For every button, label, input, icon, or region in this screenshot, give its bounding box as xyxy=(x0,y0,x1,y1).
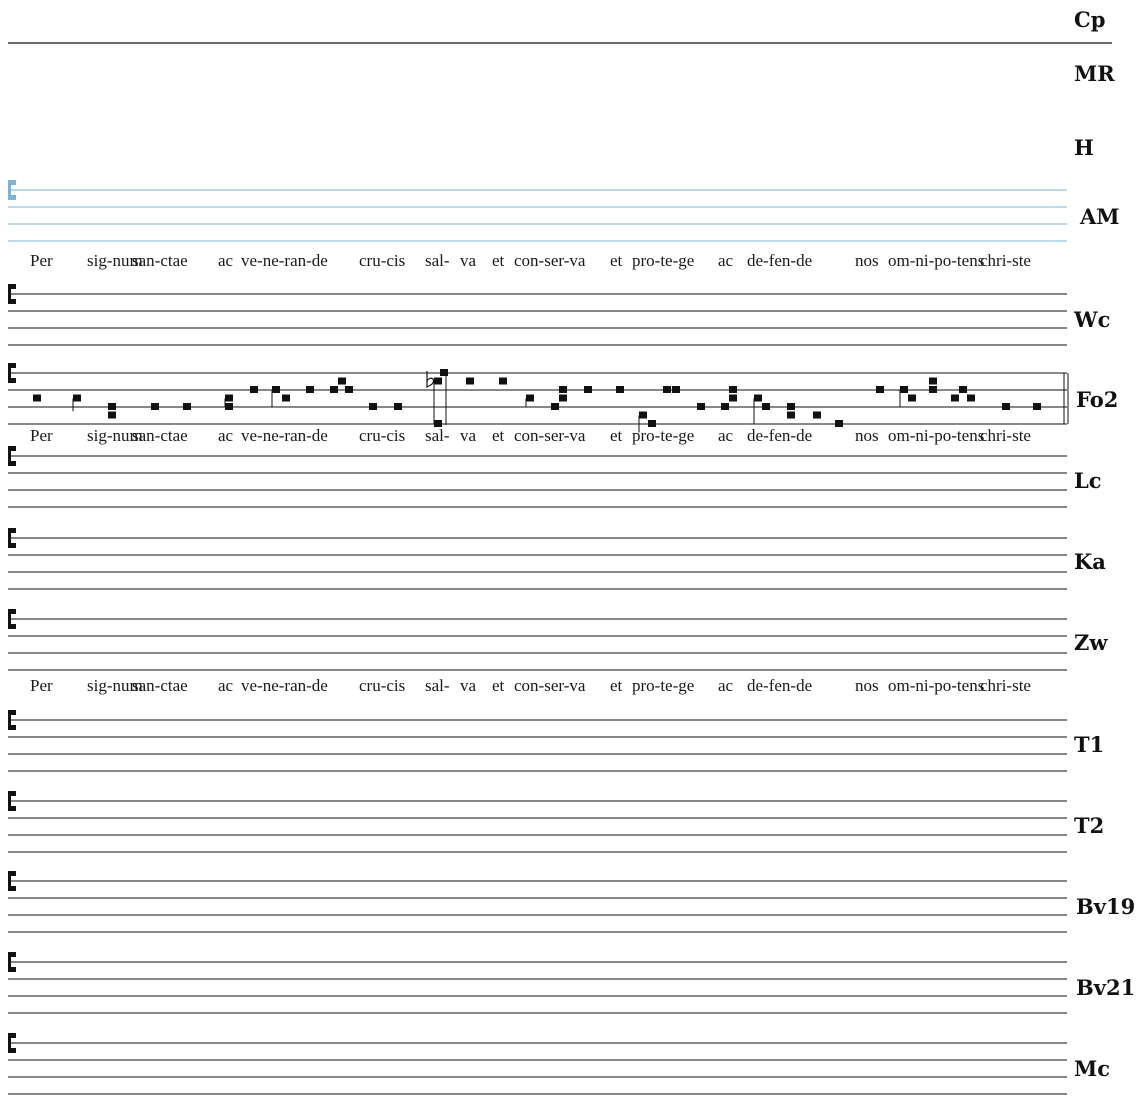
neume-note xyxy=(73,395,81,402)
syllable: san-ctae xyxy=(132,426,188,445)
neume-note xyxy=(225,395,233,402)
source-row-mc[interactable] xyxy=(8,1033,1110,1094)
neume-note xyxy=(151,403,159,410)
neume-note xyxy=(762,403,770,410)
neume-note xyxy=(663,386,671,393)
siglum-label: Cp xyxy=(1074,7,1106,32)
syllable: et xyxy=(610,426,623,445)
neume-note xyxy=(900,386,908,393)
syllable: ac xyxy=(218,426,234,445)
neume-notation xyxy=(33,369,1068,433)
syllable: ac xyxy=(218,676,234,695)
neume-note xyxy=(729,386,737,393)
source-row-t1[interactable] xyxy=(8,676,1104,771)
siglum-label: T1 xyxy=(1074,732,1105,757)
lyrics-line xyxy=(30,676,1031,695)
neume-note xyxy=(225,403,233,410)
syllable: et xyxy=(492,251,505,270)
syllable: pro-te-ge xyxy=(632,676,695,695)
neume-note xyxy=(330,386,338,393)
syllable: de-fen-de xyxy=(747,676,813,695)
syllable: de-fen-de xyxy=(747,251,813,270)
syllable: om-ni-po-tens xyxy=(888,426,985,445)
source-row-am[interactable] xyxy=(8,180,1120,241)
neume-note xyxy=(499,378,507,385)
neume-note xyxy=(440,369,448,376)
source-row-ka[interactable] xyxy=(8,528,1106,589)
siglum-label: Mc xyxy=(1074,1056,1111,1081)
syllable: Per xyxy=(30,676,53,695)
neume-note xyxy=(959,386,967,393)
neume-note xyxy=(672,386,680,393)
syllable: ve-ne-ran-de xyxy=(241,426,328,445)
lyrics-line xyxy=(30,251,1031,270)
neume-note xyxy=(108,403,116,410)
syllable: et xyxy=(492,426,505,445)
syllable: sig-num xyxy=(87,676,143,695)
syllable: con-ser-va xyxy=(514,676,586,695)
neume-note xyxy=(108,412,116,419)
neume-note xyxy=(282,395,290,402)
syllable: om-ni-po-tens xyxy=(888,251,985,270)
syllable: nos xyxy=(855,676,879,695)
neume-note xyxy=(183,403,191,410)
siglum-label: T2 xyxy=(1074,813,1105,838)
syllable: cru-cis xyxy=(359,251,406,270)
syllable: ve-ne-ran-de xyxy=(241,676,328,695)
neume-note xyxy=(272,386,280,393)
syllable: de-fen-de xyxy=(747,426,813,445)
syllable: san-ctae xyxy=(132,251,188,270)
neume-note xyxy=(559,386,567,393)
neume-note xyxy=(639,412,647,419)
source-row-bv21[interactable] xyxy=(8,952,1135,1013)
syllable: ac xyxy=(718,676,734,695)
siglum-label: Ka xyxy=(1074,549,1106,574)
syllable: san-ctae xyxy=(132,676,188,695)
neume-note xyxy=(908,395,916,402)
neume-note xyxy=(306,386,314,393)
neume-note xyxy=(551,403,559,410)
source-row-wc[interactable] xyxy=(8,251,1110,345)
neume-note xyxy=(1002,403,1010,410)
neume-note xyxy=(876,386,884,393)
neume-note xyxy=(584,386,592,393)
syllable: pro-te-ge xyxy=(632,426,695,445)
source-row-fo2[interactable] xyxy=(8,363,1118,433)
siglum-label: Wc xyxy=(1074,307,1111,332)
neume-note xyxy=(559,395,567,402)
neume-note xyxy=(33,395,41,402)
syllable: ac xyxy=(218,251,234,270)
neume-note xyxy=(526,395,534,402)
neume-note xyxy=(813,412,821,419)
neume-note xyxy=(466,378,474,385)
lyrics-line xyxy=(30,426,1031,445)
syllable: et xyxy=(492,676,505,695)
syllable: cru-cis xyxy=(359,426,406,445)
neume-note xyxy=(616,386,624,393)
source-row-lc[interactable] xyxy=(8,426,1102,507)
neume-note xyxy=(929,386,937,393)
neume-note xyxy=(754,395,762,402)
syllable: chri-ste xyxy=(980,676,1031,695)
syllable: chri-ste xyxy=(980,251,1031,270)
neume-note xyxy=(967,395,975,402)
neume-note xyxy=(835,420,843,427)
syllable: sig-num xyxy=(87,426,143,445)
syllable: ac xyxy=(718,251,734,270)
siglum-label: Lc xyxy=(1074,468,1102,493)
neume-note xyxy=(787,403,795,410)
syllable: ve-ne-ran-de xyxy=(241,251,328,270)
syllable: pro-te-ge xyxy=(632,251,695,270)
siglum-label: MR xyxy=(1074,61,1115,86)
syllable: cru-cis xyxy=(359,676,406,695)
syllable: Per xyxy=(30,426,53,445)
neume-note xyxy=(787,412,795,419)
syllable: va xyxy=(460,251,477,270)
syllable: nos xyxy=(855,251,879,270)
syllable: et xyxy=(610,676,623,695)
syllable: nos xyxy=(855,426,879,445)
syllable: con-ser-va xyxy=(514,251,586,270)
neume-note xyxy=(729,395,737,402)
neume-note xyxy=(369,403,377,410)
neume-note xyxy=(697,403,705,410)
siglum-label: Fo2 xyxy=(1076,387,1119,412)
siglum-label: AM xyxy=(1080,204,1120,229)
syllable: con-ser-va xyxy=(514,426,586,445)
source-row-zw[interactable] xyxy=(8,609,1108,670)
syllable: sal- xyxy=(425,251,450,270)
syllable: om-ni-po-tens xyxy=(888,676,985,695)
siglum-label: H xyxy=(1074,135,1094,160)
source-row-t2[interactable] xyxy=(8,791,1104,852)
syllable: ac xyxy=(718,426,734,445)
neume-note xyxy=(250,386,258,393)
neume-note xyxy=(1033,403,1041,410)
syllable: sal- xyxy=(425,426,450,445)
siglum-label: Bv21 xyxy=(1076,975,1136,1000)
syllable: va xyxy=(460,426,477,445)
syllable: va xyxy=(460,676,477,695)
siglum-label: Bv19 xyxy=(1076,894,1136,919)
syllable: chri-ste xyxy=(980,426,1031,445)
neume-note xyxy=(434,378,442,385)
source-row-bv19[interactable] xyxy=(8,871,1135,932)
source-row-cp[interactable] xyxy=(8,7,1112,43)
source-row-mr[interactable] xyxy=(1074,61,1115,86)
neume-note xyxy=(721,403,729,410)
syllable: et xyxy=(610,251,623,270)
neume-note xyxy=(929,378,937,385)
siglum-label: Zw xyxy=(1074,630,1108,655)
source-row-h[interactable] xyxy=(1074,135,1094,160)
neume-note xyxy=(951,395,959,402)
syllable: sig-num xyxy=(87,251,143,270)
neume-note xyxy=(394,403,402,410)
syllable: Per xyxy=(30,251,53,270)
neume-note xyxy=(345,386,353,393)
syllable: sal- xyxy=(425,676,450,695)
neume-note xyxy=(338,378,346,385)
